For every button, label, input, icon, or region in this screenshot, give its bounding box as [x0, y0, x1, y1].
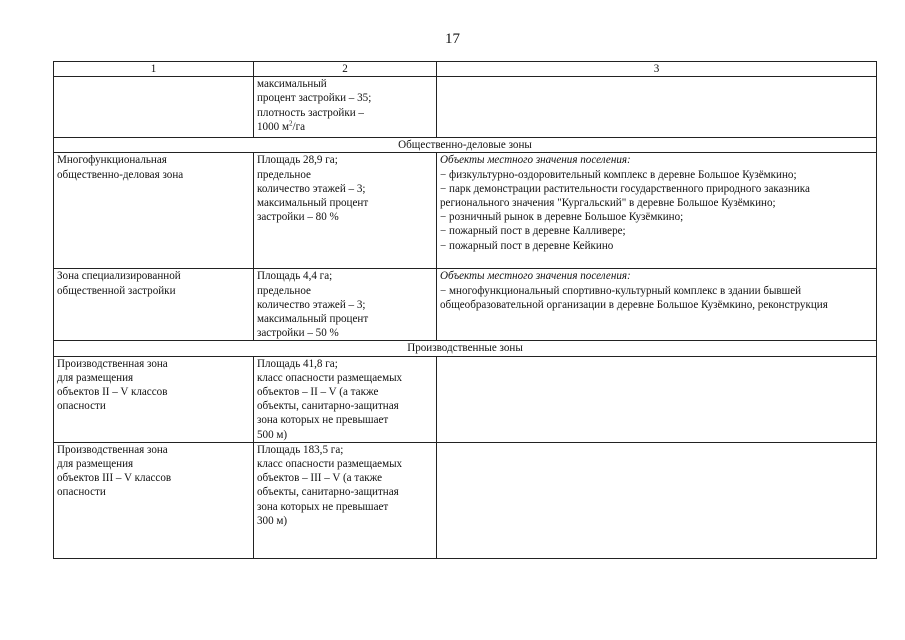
params-line: максимальный [257, 78, 327, 91]
zone-line: для размещения [57, 458, 134, 471]
density-value: 1000 м [257, 120, 289, 133]
params-line: количество этажей – 3; [257, 298, 366, 311]
params-line: Площадь 183,5 га; [257, 443, 344, 456]
zone-cell [54, 269, 254, 341]
params-line: объекты, санитарно-защитная [257, 400, 399, 413]
params-line: зона которых не превышает [257, 500, 389, 513]
zones-table [53, 61, 877, 559]
zone-line: объектов III – V классов [57, 472, 172, 485]
table-row [54, 356, 877, 442]
object-item: − пожарный пост в деревне Кейкино [440, 239, 614, 252]
section-title: Производственные зоны [54, 341, 877, 356]
params-line: Площадь 28,9 га; [257, 154, 338, 167]
params-line: предельное [257, 168, 311, 181]
objects-cell [437, 269, 877, 341]
objects-heading: Объекты местного значения поселения: [440, 154, 631, 167]
params-line: количество этажей – 3; [257, 182, 366, 195]
section-row [54, 341, 877, 356]
object-item: − физкультурно-оздоровительный комплекс в деревне Большое Кузёмкино; [440, 168, 797, 181]
column-number-row [54, 62, 877, 77]
object-item: − пожарный пост в деревне Калливере; [440, 225, 626, 238]
params-line: застройки – 80 % [257, 211, 339, 224]
params-line: предельное [257, 284, 311, 297]
density-unit: /га [292, 120, 306, 133]
params-line: класс опасности размещаемых [257, 458, 403, 471]
density-superscript: 2 [288, 119, 293, 128]
params-cell [254, 77, 437, 138]
params-line: зона которых не превышает [257, 414, 389, 427]
page-number: 17 [445, 31, 460, 47]
zone-cell [54, 77, 254, 138]
params-line: 500 м) [257, 428, 288, 441]
column-number-2: 2 [254, 62, 437, 77]
zone-line: опасности [57, 400, 106, 413]
zone-line: Производственная зона [57, 357, 168, 370]
params-line: класс опасности размещаемых [257, 371, 403, 384]
table-row [54, 442, 877, 558]
zone-cell [54, 153, 254, 269]
params-cell [254, 269, 437, 341]
zone-line: общественно-деловая зона [57, 168, 184, 181]
params-line: максимальный процент [257, 313, 369, 326]
table-row [54, 269, 877, 341]
zone-line: Производственная зона [57, 443, 168, 456]
density-line [257, 120, 433, 134]
params-line: плотность застройки – [257, 106, 364, 119]
params-line: застройки – 50 % [257, 327, 339, 340]
object-item: − розничный рынок в деревне Большое Кузёмкино; [440, 211, 684, 224]
params-cell [254, 442, 437, 558]
zone-line: объектов II – V классов [57, 386, 168, 399]
zone-line: опасности [57, 486, 106, 499]
params-line: Площадь 4,4 га; [257, 270, 333, 283]
objects-cell [437, 442, 877, 558]
section-title: Общественно-деловые зоны [54, 138, 877, 153]
params-line: максимальный процент [257, 197, 369, 210]
column-number-1: 1 [54, 62, 254, 77]
params-line: объекты, санитарно-защитная [257, 486, 399, 499]
objects-heading: Объекты местного значения поселения: [440, 270, 631, 283]
table-row-continued [54, 77, 877, 138]
params-cell [254, 153, 437, 269]
object-item: − многофункциональный спортивно-культурный комплекс в здании бывшей общеобразовательной организации в деревне Большое Кузёмкино, реконструкция [440, 284, 828, 311]
objects-cell [437, 77, 877, 138]
params-line: объектов – III – V (а также [257, 472, 383, 485]
params-cell [254, 356, 437, 442]
section-row [54, 138, 877, 153]
zone-line: для размещения [57, 371, 134, 384]
objects-cell [437, 153, 877, 269]
zone-line: Зона специализированной [57, 270, 181, 283]
params-line: Площадь 41,8 га; [257, 357, 338, 370]
objects-cell [437, 356, 877, 442]
zone-line: общественной застройки [57, 284, 176, 297]
column-number-3: 3 [437, 62, 877, 77]
zone-cell [54, 442, 254, 558]
params-line: объектов – II – V (а также [257, 386, 379, 399]
zone-line: Многофункциональная [57, 154, 167, 167]
table-row [54, 153, 877, 269]
object-item: − парк демонстрации растительности государственного природного заказника регионального значения "Кургальский" в деревне Большое Кузёмкино; [440, 182, 810, 210]
zone-cell [54, 356, 254, 442]
params-line: 300 м) [257, 514, 288, 527]
params-line: процент застройки – 35; [257, 92, 372, 105]
